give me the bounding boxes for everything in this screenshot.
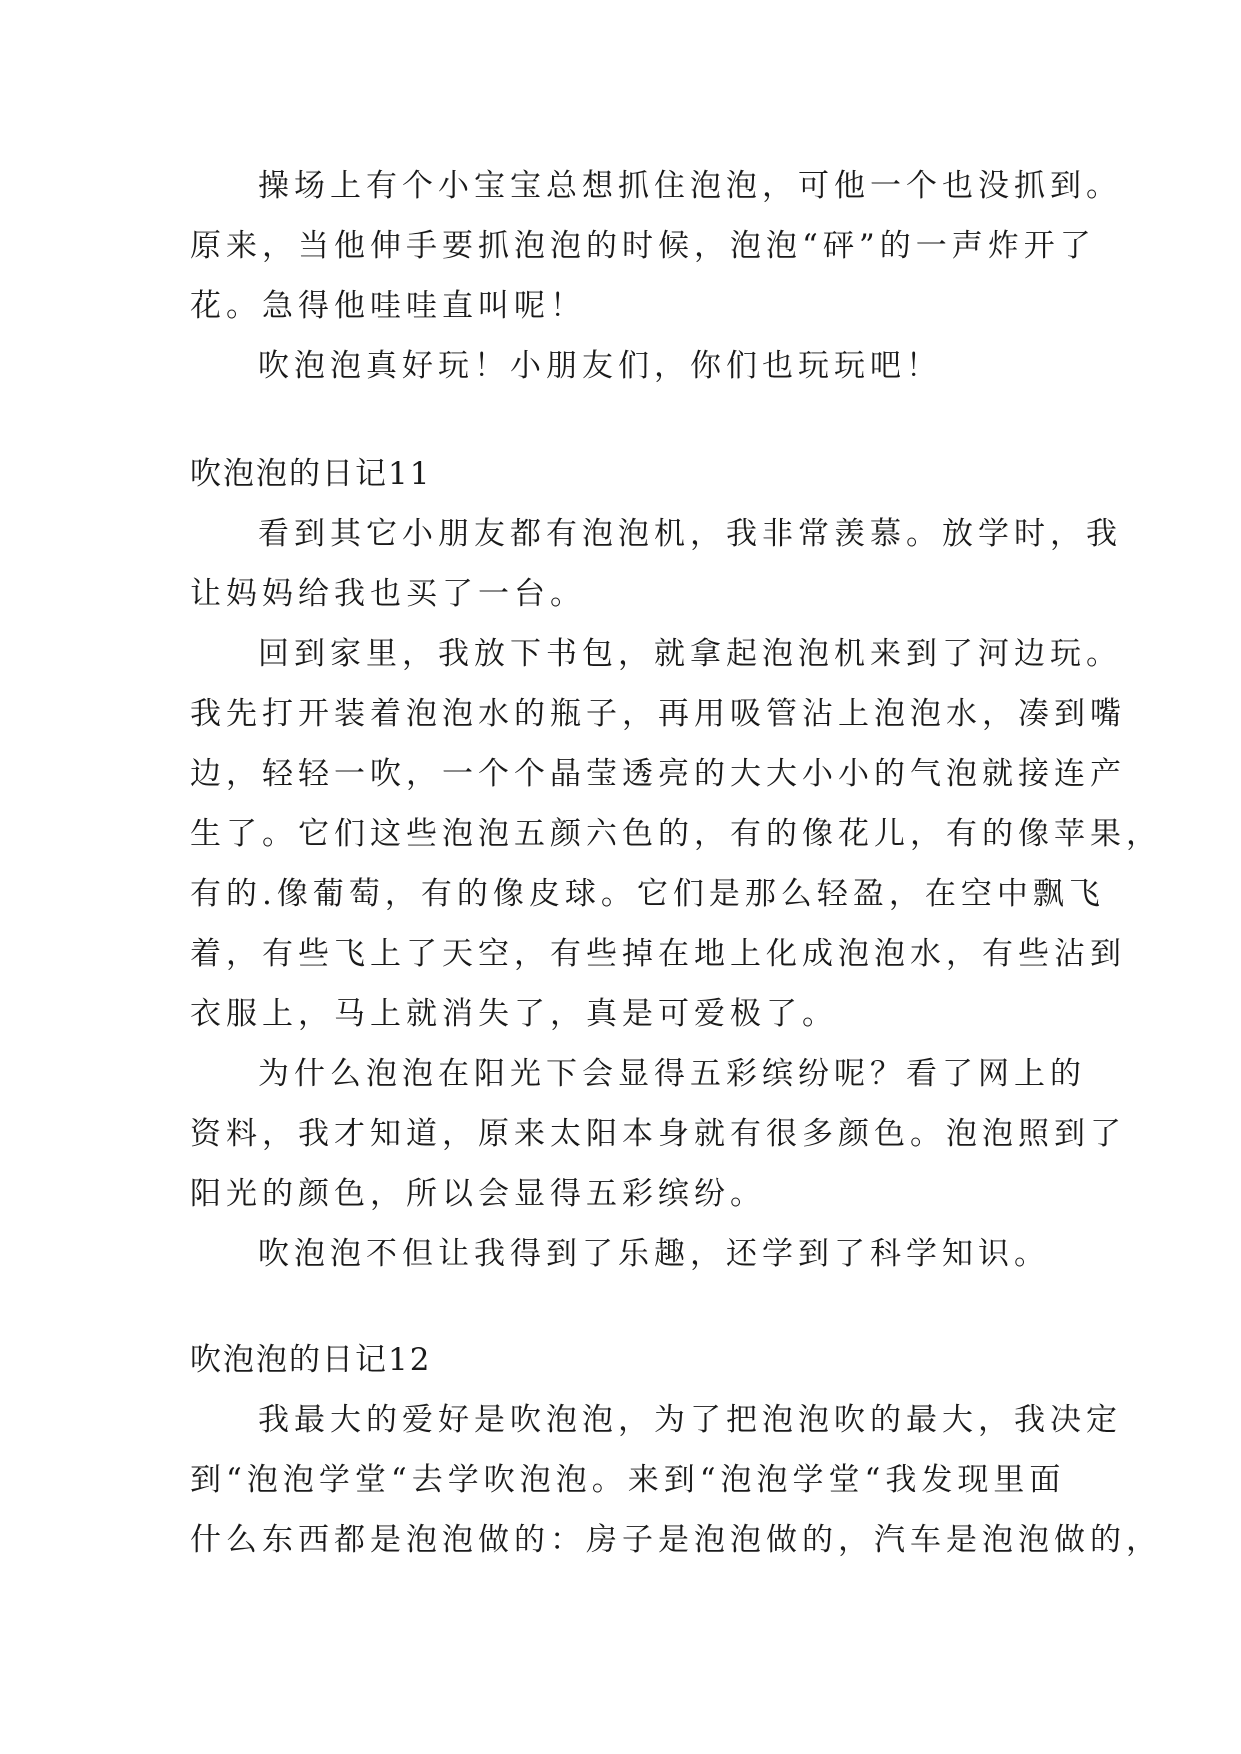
paragraph-line: 衣服上，马上就消失了，真是可爱极了。 bbox=[190, 996, 838, 1032]
paragraph-line: 到“泡泡学堂“去学吹泡泡。来到“泡泡学堂“我发现里面 bbox=[190, 1462, 1066, 1498]
paragraph-line: 让妈妈给我也买了一台。 bbox=[190, 576, 586, 612]
paragraph-line: 生了。它们这些泡泡五颜六色的，有的像花儿，有的像苹果， bbox=[190, 816, 1162, 852]
paragraph-line: 着，有些飞上了天空，有些掉在地上化成泡泡水，有些沾到 bbox=[190, 936, 1126, 972]
paragraph-line: 操场上有个小宝宝总想抓住泡泡，可他一个也没抓到。 bbox=[258, 168, 1122, 204]
paragraph-line: 什么东西都是泡泡做的：房子是泡泡做的，汽车是泡泡做的， bbox=[190, 1522, 1162, 1558]
paragraph-line: 吹泡泡不但让我得到了乐趣，还学到了科学知识。 bbox=[258, 1236, 1050, 1272]
paragraph-line: 花。急得他哇哇直叫呢！ bbox=[190, 288, 586, 324]
paragraph-line: 看到其它小朋友都有泡泡机，我非常羡慕。放学时，我 bbox=[258, 516, 1122, 552]
paragraph-line: 有的.像葡萄，有的像皮球。它们是那么轻盈，在空中飘飞 bbox=[190, 876, 1105, 912]
section-heading: 吹泡泡的日记12 bbox=[190, 1342, 432, 1378]
paragraph-line: 我最大的爱好是吹泡泡，为了把泡泡吹的最大，我决定 bbox=[258, 1402, 1122, 1438]
paragraph-line: 边，轻轻一吹，一个个晶莹透亮的大大小小的气泡就接连产 bbox=[190, 756, 1126, 792]
paragraph-line: 原来，当他伸手要抓泡泡的时候，泡泡“砰”的一声炸开了 bbox=[190, 228, 1096, 264]
paragraph-line: 回到家里，我放下书包，就拿起泡泡机来到了河边玩。 bbox=[258, 636, 1122, 672]
paragraph-line: 为什么泡泡在阳光下会显得五彩缤纷呢？看了网上的 bbox=[258, 1056, 1086, 1092]
paragraph-line: 资料，我才知道，原来太阳本身就有很多颜色。泡泡照到了 bbox=[190, 1116, 1126, 1152]
paragraph-line: 吹泡泡真好玩！小朋友们，你们也玩玩吧！ bbox=[258, 348, 942, 384]
paragraph-line: 阳光的颜色，所以会显得五彩缤纷。 bbox=[190, 1176, 766, 1212]
paragraph-line: 我先打开装着泡泡水的瓶子，再用吸管沾上泡泡水，凑到嘴 bbox=[190, 696, 1126, 732]
section-heading: 吹泡泡的日记11 bbox=[190, 456, 432, 492]
